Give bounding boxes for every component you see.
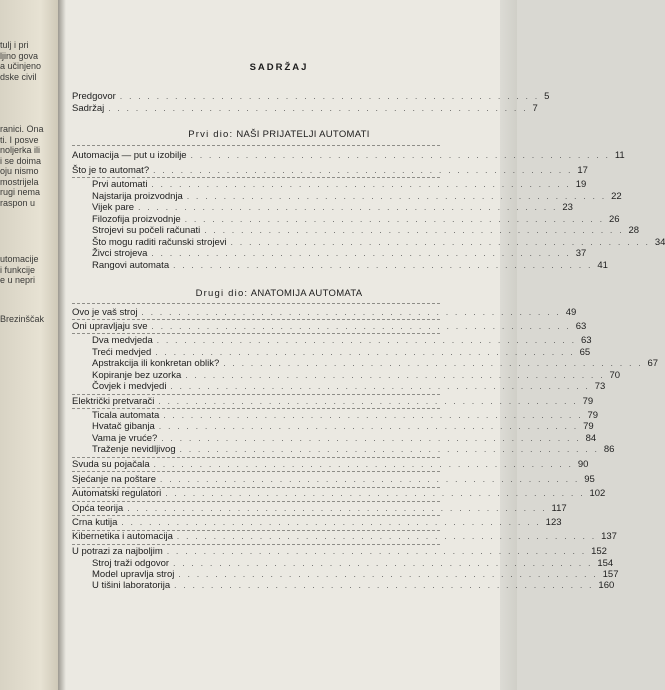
divider xyxy=(72,471,440,472)
toc-entry: Opća teorija .............................................. 117 xyxy=(72,503,567,514)
toc-entry: Čovjek i medvjedi .............................................. 73 xyxy=(92,381,606,392)
toc-entry: Rangovi automata .............................................. 41 xyxy=(92,260,608,271)
toc-entry: Treći medvjed .............................................. 65 xyxy=(92,347,591,358)
divider xyxy=(72,408,440,409)
toc-entry: Prvi automati .............................................. 19 xyxy=(92,179,587,190)
toc-entry: Živci strojeva .............................................. 37 xyxy=(92,248,587,259)
divider xyxy=(72,319,440,320)
toc-entry: Vama je vruće? .............................................. 84 xyxy=(92,433,597,444)
toc-entry: Sadržaj .............................................. 7 xyxy=(72,103,538,114)
toc-entry: Dva medvjeda .............................................. 63 xyxy=(92,335,592,346)
contents-title: SADRŽAJ xyxy=(249,62,309,73)
toc-entry: Kopiranje bez uzorka .............................................. 70 xyxy=(92,370,621,381)
toc-entry: U potrazi za najboljim .............................................. 152 xyxy=(72,546,607,557)
toc-entry: Model upravlja stroj .............................................. 157 xyxy=(92,569,619,580)
toc-entry: Što mogu raditi računski strojevi .............................................. 34 xyxy=(92,237,665,248)
toc-entry: Električki pretvarači .............................................. 79 xyxy=(72,396,594,407)
divider xyxy=(72,501,440,502)
toc-entry: Crna kutija .............................................. 123 xyxy=(72,517,562,528)
toc-entry: Ovo je vaš stroj .............................................. 49 xyxy=(72,307,577,318)
left-page-text: ranici. Ona ti. I posve noljerka ili i se doima oju nismo mostrijela rugi nema raspon u xyxy=(0,124,44,208)
toc-entry: Traženje nevidljivog .............................................. 86 xyxy=(92,444,615,455)
toc-entry: Filozofija proizvodnje .............................................. 26 xyxy=(92,214,620,225)
part-heading: Drugi dio: ANATOMIJA AUTOMATA xyxy=(195,288,363,299)
left-page xyxy=(0,0,58,690)
part-heading: Prvi dio: NAŠI PRIJATELJI AUTOMATI xyxy=(188,129,370,140)
toc-entry: Ticala automata .............................................. 79 xyxy=(92,410,599,421)
toc-entry: Stroj traži odgovor .............................................. 154 xyxy=(92,558,614,569)
gutter-shadow xyxy=(58,0,66,690)
toc-entry: Predgovor .............................................. 5 xyxy=(72,91,550,102)
toc-entry: Sjećanje na poštare .............................................. 95 xyxy=(72,474,595,485)
toc-entry: U tišini laboratorija .............................................. 160 xyxy=(92,580,615,591)
divider xyxy=(72,145,440,146)
divider xyxy=(72,303,440,304)
toc-entry: Hvatač gibanja .............................................. 79 xyxy=(92,421,594,432)
divider xyxy=(72,394,440,395)
divider xyxy=(72,333,440,334)
toc-entry: Oni upravljaju sve .............................................. 63 xyxy=(72,321,587,332)
left-page-text: utomacije i funkcije e u nepri xyxy=(0,254,39,285)
toc-entry: Automacija — put u izobilje .............................................. 11 xyxy=(72,150,625,161)
divider xyxy=(72,177,440,178)
left-page-text: tulj i pri ljino gova a učinjeno dske civil xyxy=(0,40,42,82)
toc-entry: Svuda su pojačala .............................................. 90 xyxy=(72,459,589,470)
toc-entry: Apstrakcija ili konkretan oblik? .............................................. 67 xyxy=(92,358,659,369)
toc-entry: Što je to automat? .............................................. 17 xyxy=(72,165,588,176)
toc-entry: Vijek pare .............................................. 23 xyxy=(92,202,573,213)
left-page-text: Brezinščak xyxy=(0,314,45,324)
divider xyxy=(72,544,440,545)
divider xyxy=(72,457,440,458)
toc-entry: Automatski regulatori .............................................. 102 xyxy=(72,488,606,499)
toc-entry: Strojevi su počeli računati .............................................. 28 xyxy=(92,225,640,236)
toc-entry: Kibernetika i automacija .............................................. 137 xyxy=(72,531,617,542)
toc-entry: Najstarija proizvodnja .............................................. 22 xyxy=(92,191,622,202)
divider xyxy=(72,515,440,516)
